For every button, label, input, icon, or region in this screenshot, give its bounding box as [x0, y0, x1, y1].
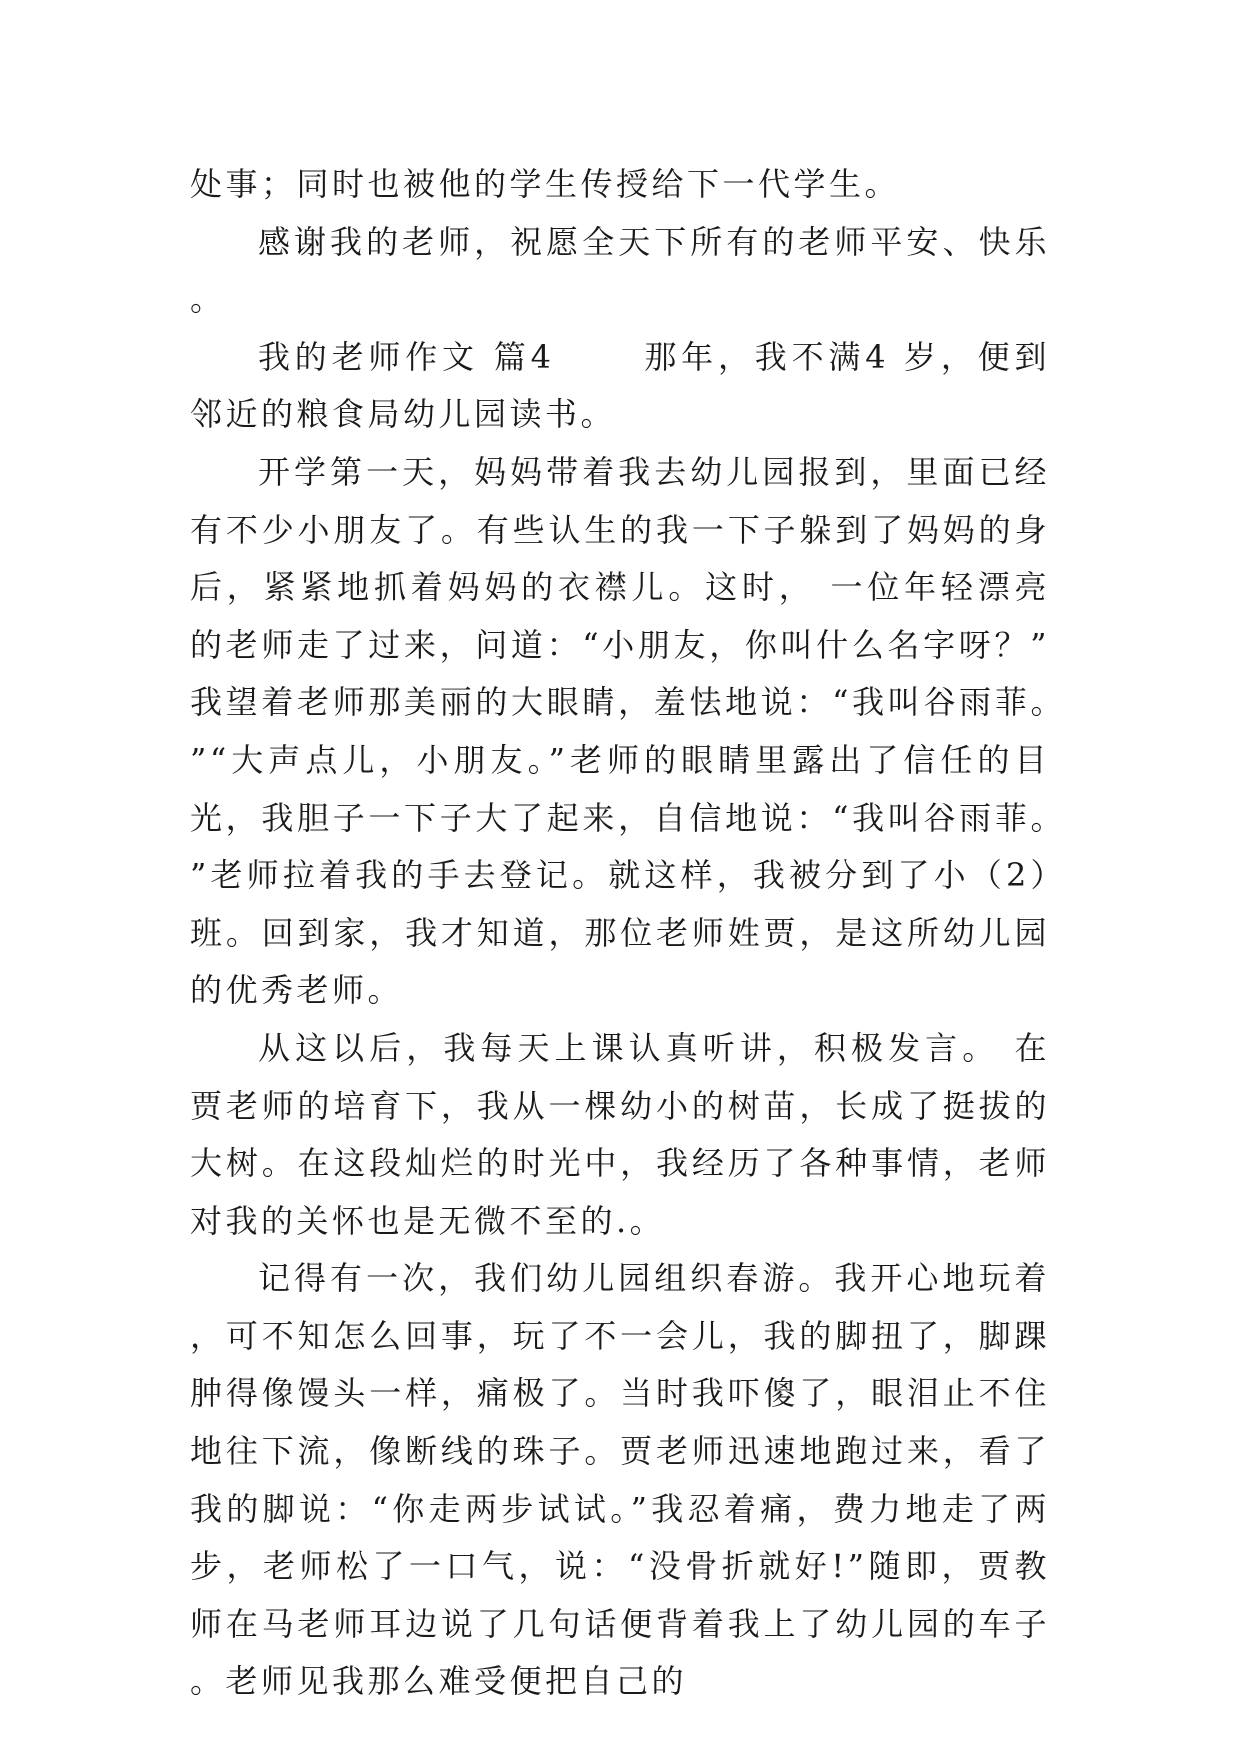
paragraph-continuation: 处事；同时也被他的学生传授给下一代学生。 — [190, 165, 901, 203]
heading-gap — [555, 338, 645, 376]
paragraph-first-day: 开学第一天，妈妈带着我去幼儿园报到，里面已经有不少小朋友了。有些认生的我一下子躲到了妈妈的身后，紧紧地抓着妈妈的衣襟儿。这时， 一位年轻漂亮的老师走了过来，问道：“小朋友，你叫什么名字呀？”我望着老师那美丽的大眼睛，羞怯地说：“我叫谷雨菲。”“大声点儿，小朋友。”老师的眼睛里露出了信任的目光，我胆子一下子大了起来，自信地说：“我叫谷雨菲。”老师拉着我的手去登记。就这样，我被分到了小（2）班。回到家，我才知道，那位老师姓贾，是这所幼儿园的优秀老师。 — [190, 452, 1050, 1010]
essay-heading: 我的老师作文 篇4 — [258, 337, 555, 376]
paragraph-essay-4-opening — [190, 329, 1050, 444]
paragraph-spring-outing: 记得有一次，我们幼儿园组织春游。我开心地玩着，可不知怎么回事，玩了不一会儿，我的脚扭了，脚踝肿得像馒头一样，痛极了。当时我吓傻了，眼泪止不住地往下流，像断线的珠子。贾老师迅速地跑过来，看了我的脚说：“你走两步试试。”我忍着痛，费力地走了两步，老师松了一口气，说：“没骨折就好!”随即，贾教师在马老师耳边说了几句话便背着我上了幼儿园的车子。老师见我那么难受便把自己的 — [190, 1259, 1050, 1701]
document-body — [190, 156, 1050, 1711]
paragraph-growth: 从这以后，我每天上课认真听讲，积极发言。 在贾老师的培育下，我从一棵幼小的树苗，长成了挺拔的大树。在这段灿烂的时光中，我经历了各种事情，老师对我的关怀也是无微不至的.。 — [190, 1028, 1050, 1240]
paragraph-thanks: 感谢我的老师，祝愿全天下所有的老师平安、快乐。 — [190, 222, 1050, 319]
paragraph-text: 那年，我不满4 岁，便到邻近的粮食局幼儿园读书。 — [190, 337, 1050, 434]
